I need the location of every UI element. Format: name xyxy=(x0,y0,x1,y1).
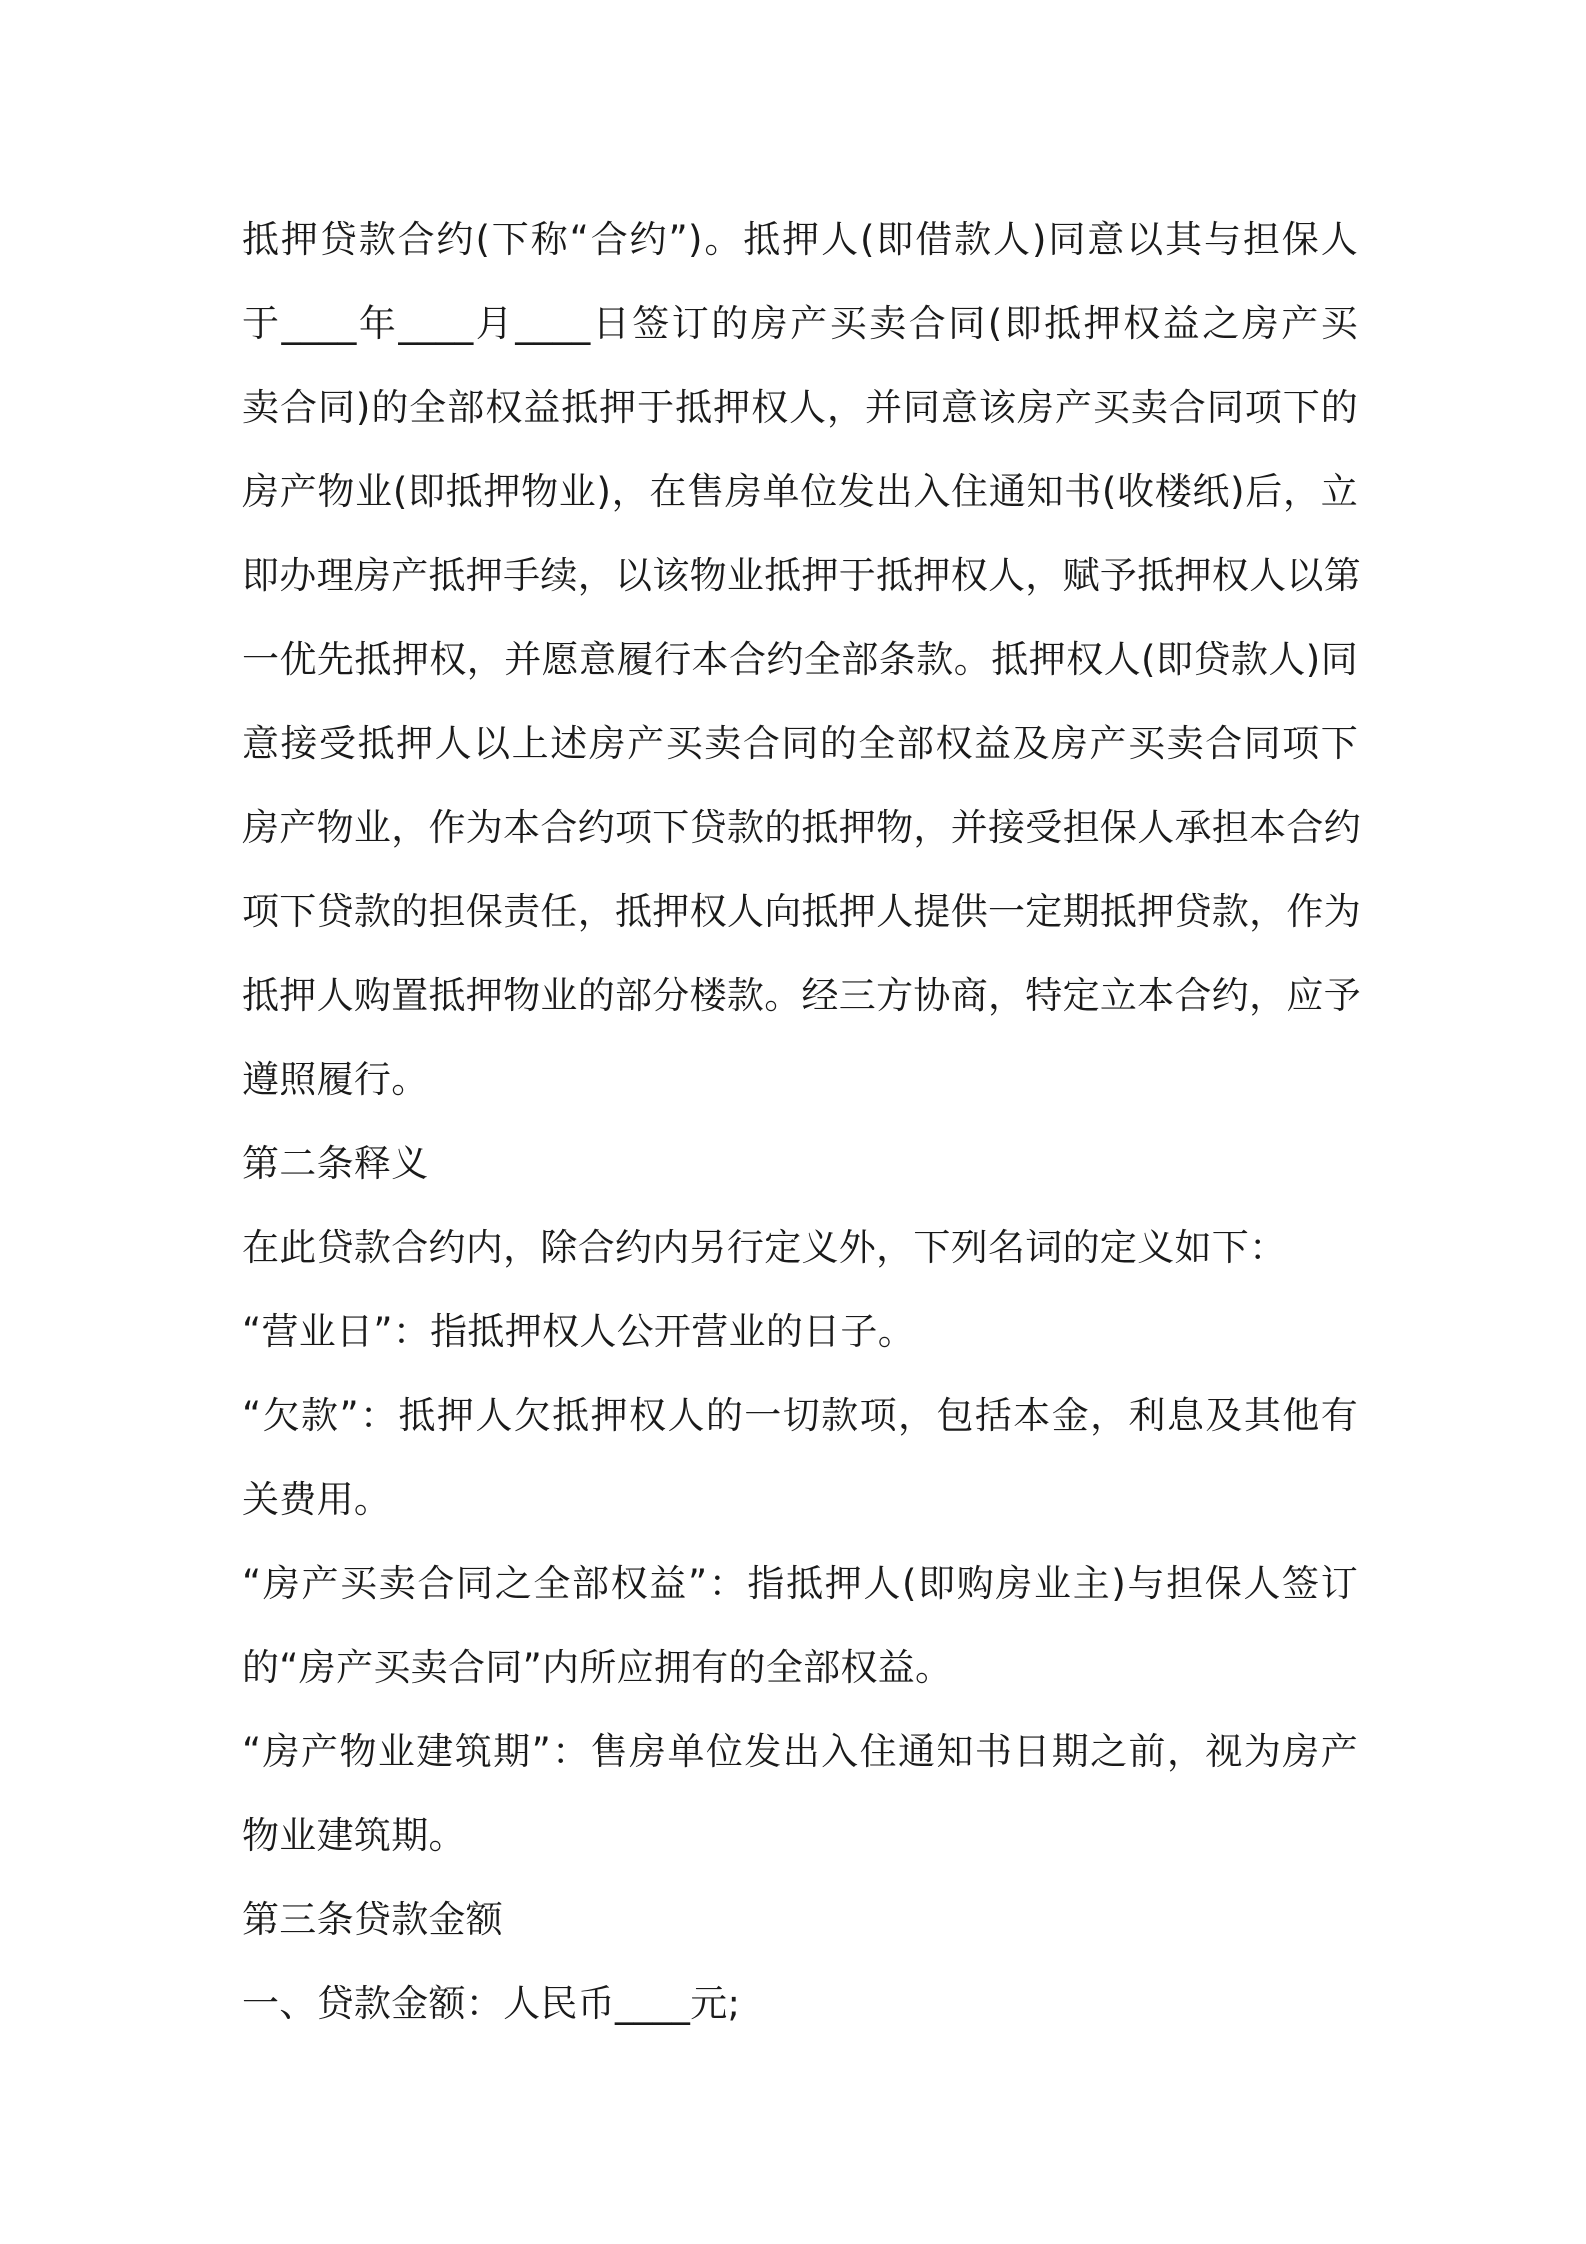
text-line: 的“房产买卖合同”内所应拥有的全部权益。 xyxy=(242,1646,953,1689)
text-line: 一优先抵押权，并愿意履行本合约全部条款。抵押权人(即贷款人)同 xyxy=(242,638,1358,681)
text-line: 卖合同)的全部权益抵押于抵押权人，并同意该房产买卖合同项下的 xyxy=(242,386,1358,429)
definition-line: “房产物业建筑期”：售房单位发出入住通知书日期之前，视为房产 xyxy=(242,1730,1358,1773)
text-line: 于____年____月____日签订的房产买卖合同(即抵押权益之房产买 xyxy=(242,302,1358,345)
text-line: 房产物业(即抵押物业)，在售房单位发出入住通知书(收楼纸)后，立 xyxy=(242,470,1358,513)
text-line: 遵照履行。 xyxy=(242,1058,429,1101)
text-line: 物业建筑期。 xyxy=(242,1814,466,1857)
definition-line: “欠款”：抵押人欠抵押权人的一切款项，包括本金，利息及其他有 xyxy=(242,1394,1358,1437)
text-line: 关费用。 xyxy=(242,1478,392,1521)
text-line: 抵押人购置抵押物业的部分楼款。经三方协商，特定立本合约，应予 xyxy=(242,974,1361,1017)
text-line: 即办理房产抵押手续，以该物业抵押于抵押权人，赋予抵押权人以第 xyxy=(242,554,1361,597)
text-line: 意接受抵押人以上述房产买卖合同的全部权益及房产买卖合同项下 xyxy=(242,722,1358,765)
document-body xyxy=(242,198,1361,2046)
text-line: 抵押贷款合约(下称“合约”)。抵押人(即借款人)同意以其与担保人 xyxy=(242,218,1358,261)
section-heading: 第二条释义 xyxy=(242,1142,429,1185)
definition-line: “房产买卖合同之全部权益”：指抵押人(即购房业主)与担保人签订 xyxy=(242,1562,1358,1605)
text-line: 房产物业，作为本合约项下贷款的抵押物，并接受担保人承担本合约 xyxy=(242,806,1361,849)
text-line: 在此贷款合约内，除合约内另行定义外，下列名词的定义如下： xyxy=(242,1226,1287,1269)
definition-line: “营业日”：指抵押权人公开营业的日子。 xyxy=(242,1310,916,1353)
section-heading: 第三条贷款金额 xyxy=(242,1898,504,1941)
text-line: 一、贷款金额：人民币____元; xyxy=(242,1982,741,2025)
text-line: 项下贷款的担保责任，抵押权人向抵押人提供一定期抵押贷款，作为 xyxy=(242,890,1361,933)
